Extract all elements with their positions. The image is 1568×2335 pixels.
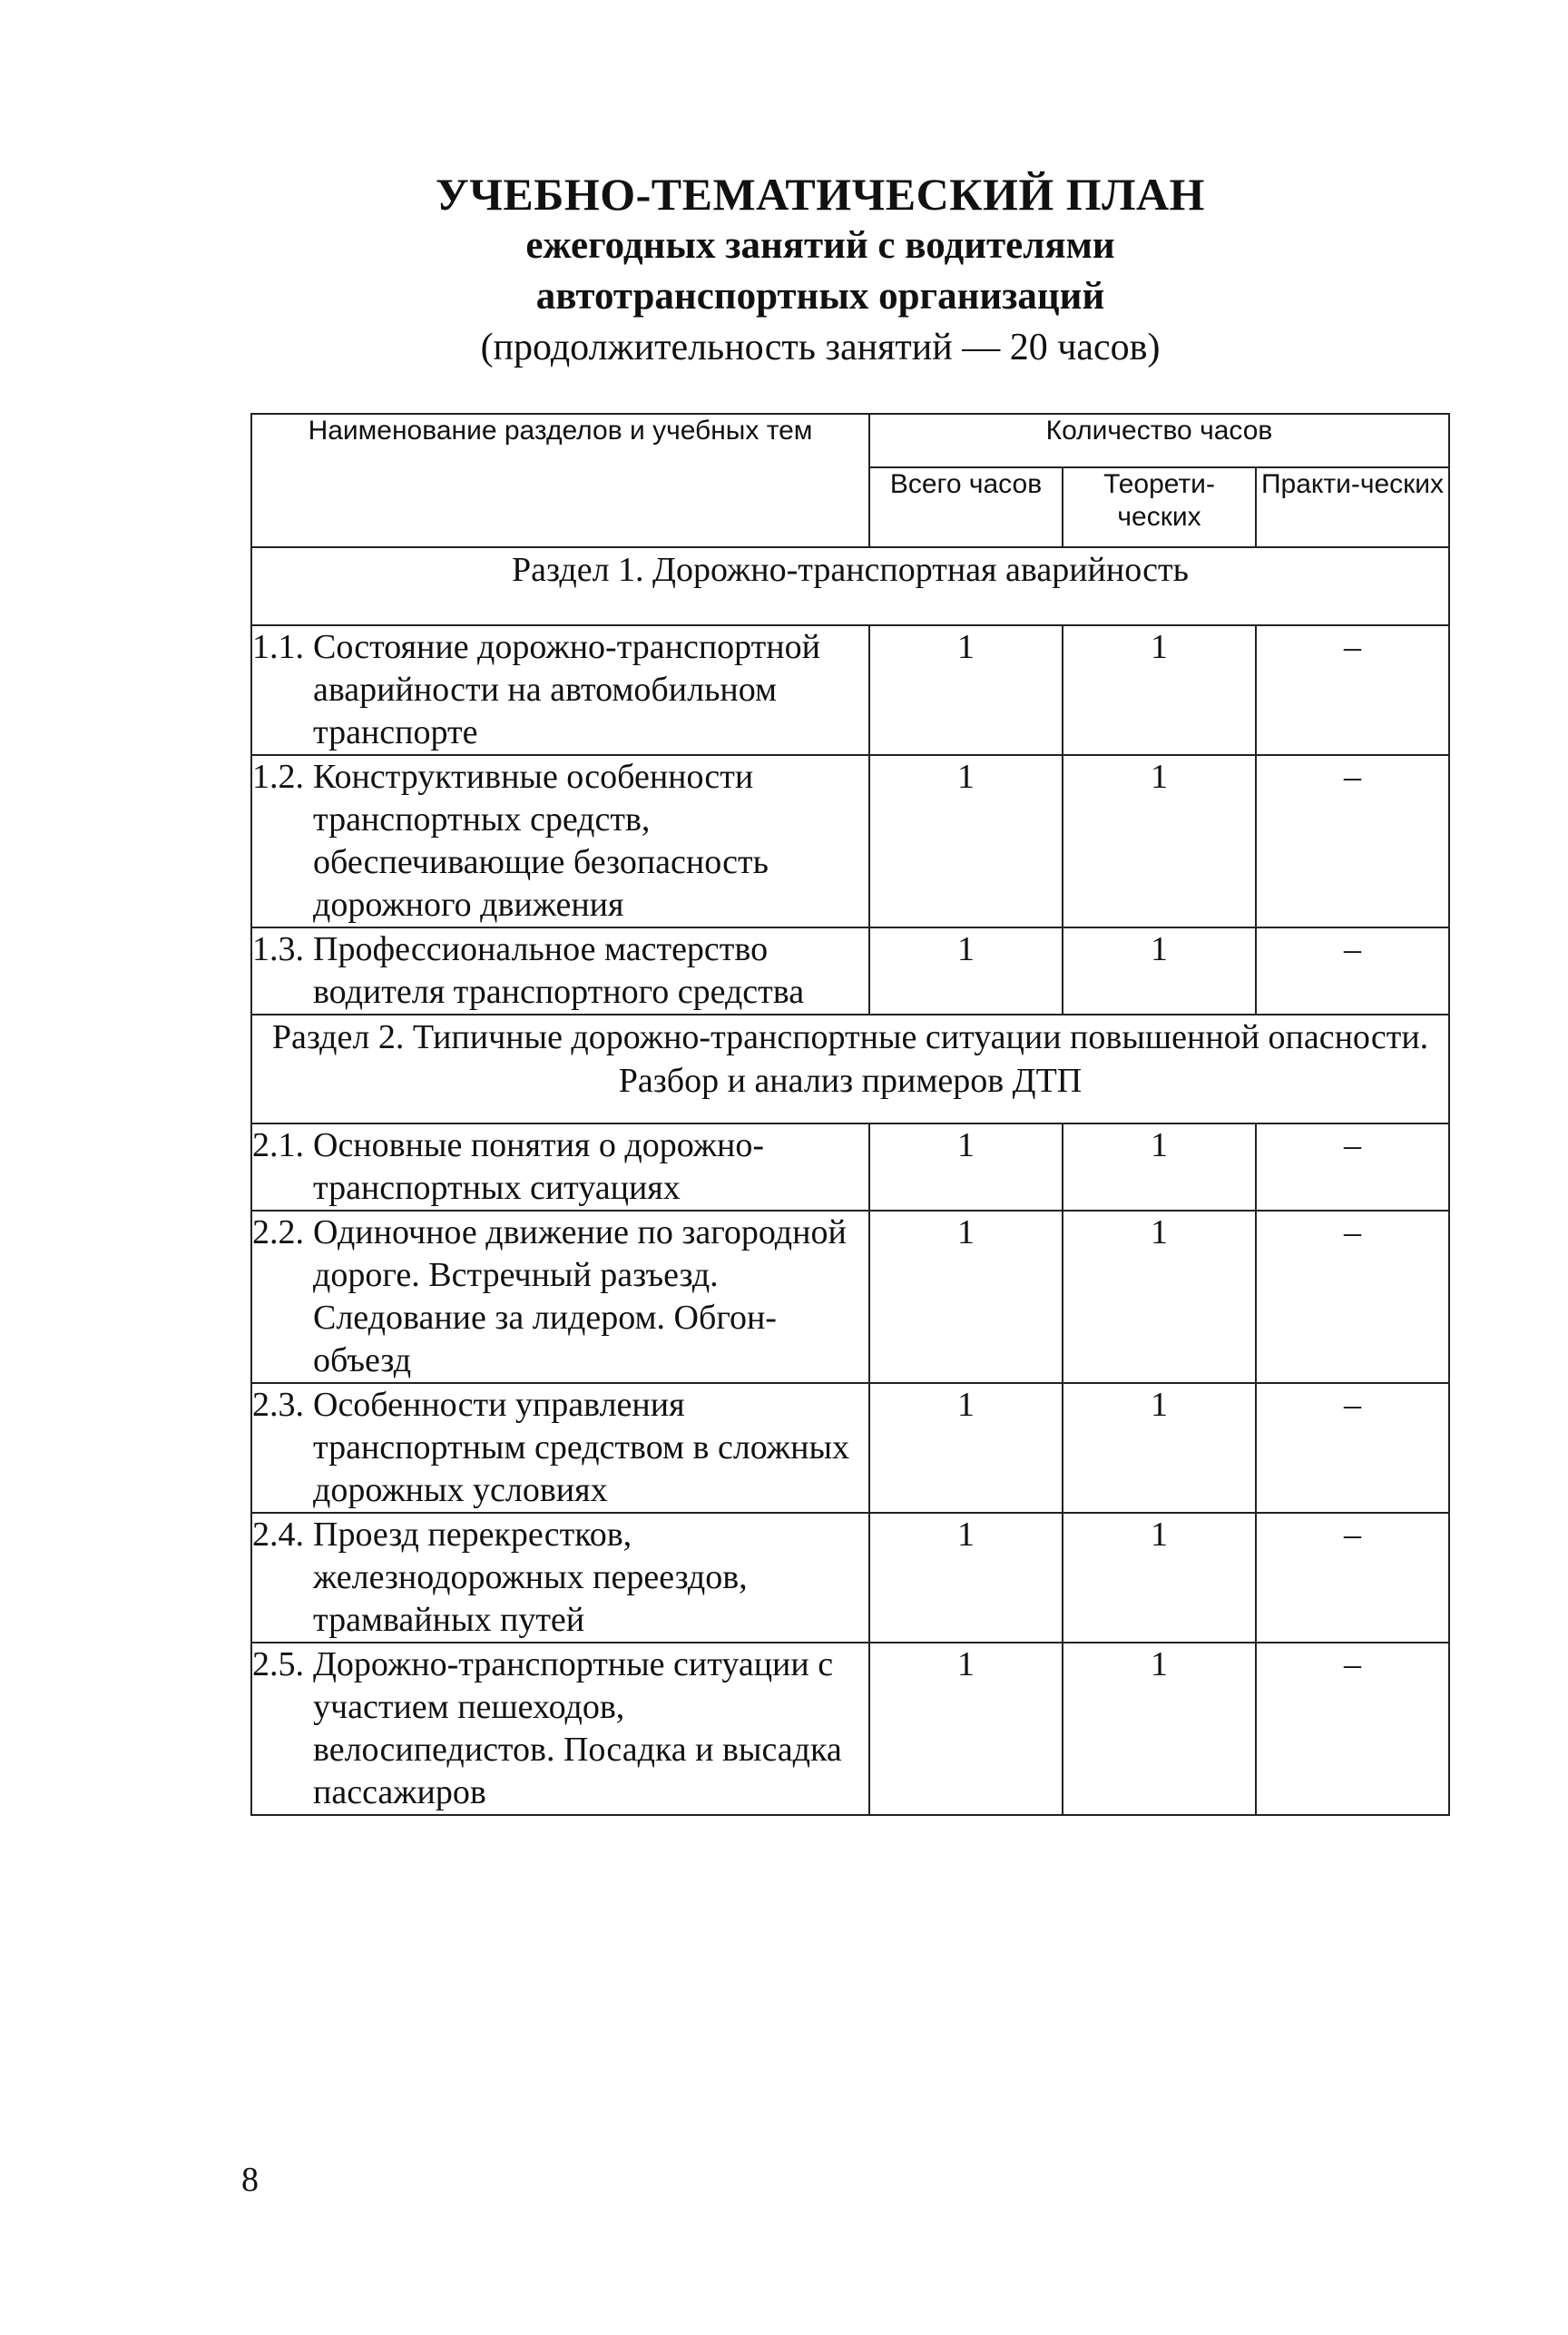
table-row xyxy=(251,1123,1449,1211)
hours-practice: – xyxy=(1256,1513,1449,1643)
topic-number: 2.1. xyxy=(252,1126,304,1164)
hours-total: 1 xyxy=(869,1211,1063,1383)
section-title: Раздел 2. Типичные дорожно-транспортные ситуации повышенной опасности. Разбор и анализ примеров ДТП xyxy=(251,1015,1449,1123)
hours-practice: – xyxy=(1256,1643,1449,1815)
title-block xyxy=(0,168,1568,373)
hours-theory: 1 xyxy=(1063,625,1256,755)
hours-practice: – xyxy=(1256,625,1449,755)
table-row xyxy=(251,1383,1449,1513)
topic-number: 2.5. xyxy=(252,1645,304,1683)
topic-cell xyxy=(251,755,869,927)
topic-cell xyxy=(251,1383,869,1513)
table-row xyxy=(251,927,1449,1015)
topic-name: Одиночное движение по загородной дороге. Встречный разъезд. Следование за лидером. Обгон-объезд xyxy=(313,1213,847,1379)
hours-total: 1 xyxy=(869,1643,1063,1815)
hours-theory: 1 xyxy=(1063,1211,1256,1383)
title-line-3: автотранспортных организаций xyxy=(535,275,1105,318)
page-number: 8 xyxy=(241,2161,259,2199)
header-quantity: Количество часов xyxy=(869,414,1449,467)
topic-name: Профессиональное мастерство водителя транспортного средства xyxy=(313,930,805,1011)
hours-practice: – xyxy=(1256,755,1449,927)
header-theory: Теорети-ческих xyxy=(1063,467,1256,547)
topic-name: Основные понятия о дорожно-транспортных ситуациях xyxy=(313,1126,765,1207)
topic-number: 2.4. xyxy=(252,1516,304,1554)
hours-total: 1 xyxy=(869,755,1063,927)
section-row xyxy=(251,1015,1449,1123)
table-row xyxy=(251,1513,1449,1643)
header-name: Наименование разделов и учебных тем xyxy=(251,414,869,547)
topic-number: 1.3. xyxy=(252,930,304,968)
hours-theory: 1 xyxy=(1063,927,1256,1015)
topic-name: Конструктивные особенности транспортных средств, обеспечивающие безопасность дорожного движения xyxy=(313,758,769,924)
topic-cell xyxy=(251,625,869,755)
hours-practice: – xyxy=(1256,1211,1449,1383)
hours-theory: 1 xyxy=(1063,1643,1256,1815)
duration-note: (продолжительность занятий — 20 часов) xyxy=(480,327,1161,368)
topic-cell xyxy=(251,1513,869,1643)
topic-name: Особенности управления транспортным средством в сложных дорожных условиях xyxy=(313,1386,849,1509)
section-row xyxy=(251,547,1449,625)
topic-number: 2.3. xyxy=(252,1386,304,1424)
topic-cell xyxy=(251,1211,869,1383)
section-title: Раздел 1. Дорожно-транспортная аварийность xyxy=(251,547,1449,625)
topic-number: 2.2. xyxy=(252,1213,304,1251)
table-row xyxy=(251,1643,1449,1815)
hours-theory: 1 xyxy=(1063,1513,1256,1643)
topic-number: 1.2. xyxy=(252,758,304,796)
hours-theory: 1 xyxy=(1063,755,1256,927)
hours-theory: 1 xyxy=(1063,1383,1256,1513)
hours-total: 1 xyxy=(869,625,1063,755)
header-total: Всего часов xyxy=(869,467,1063,547)
table-row xyxy=(251,1211,1449,1383)
topic-cell xyxy=(251,1123,869,1211)
hours-total: 1 xyxy=(869,1123,1063,1211)
topic-name: Дорожно-транспортные ситуации с участием пешеходов, велосипедистов. Посадка и высадка пассажиров xyxy=(313,1645,842,1811)
table-row xyxy=(251,755,1449,927)
table-row xyxy=(251,625,1449,755)
hours-practice: – xyxy=(1256,1383,1449,1513)
curriculum-table xyxy=(250,413,1450,1816)
topic-cell xyxy=(251,1643,869,1815)
hours-total: 1 xyxy=(869,1383,1063,1513)
title-line-2: ежегодных занятий с водителями xyxy=(525,224,1115,267)
hours-practice: – xyxy=(1256,1123,1449,1211)
header-practice: Практи-ческих xyxy=(1256,467,1449,547)
hours-theory: 1 xyxy=(1063,1123,1256,1211)
topic-name: Проезд перекрестков, железнодорожных переездов, трамвайных путей xyxy=(313,1516,748,1639)
topic-name: Состояние дорожно-транспортной аварийности на автомобильном транспорте xyxy=(313,628,820,751)
hours-practice: – xyxy=(1256,927,1449,1015)
topic-cell xyxy=(251,927,869,1015)
hours-total: 1 xyxy=(869,1513,1063,1643)
page-title: УЧЕБНО-ТЕМАТИЧЕСКИЙ ПЛАН xyxy=(436,169,1205,220)
topic-number: 1.1. xyxy=(252,628,304,666)
hours-total: 1 xyxy=(869,927,1063,1015)
